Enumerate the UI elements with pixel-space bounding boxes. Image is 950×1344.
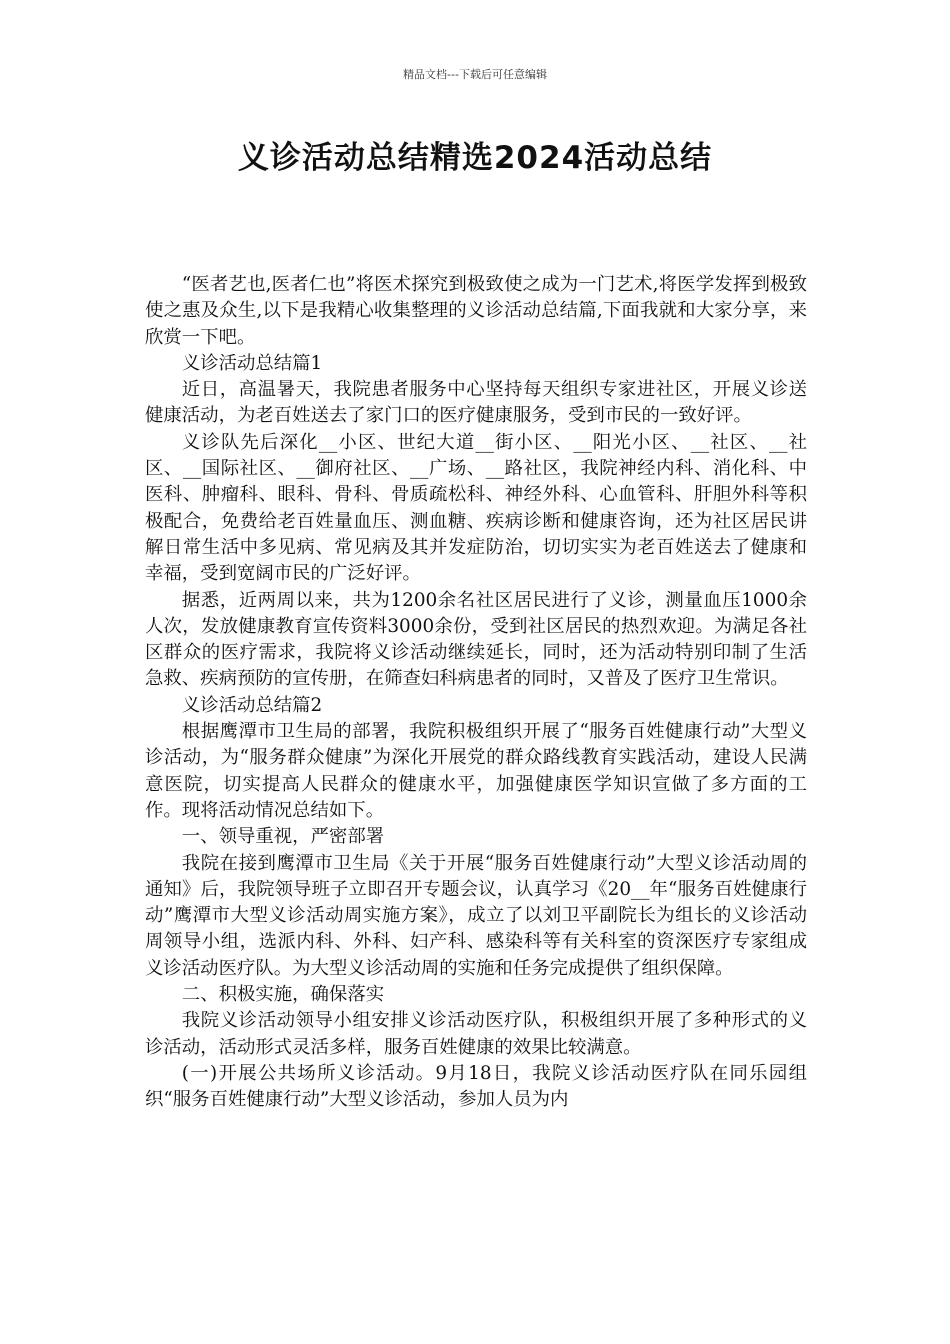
page-header: 精品文档---下载后可任意编辑: [403, 68, 547, 81]
paragraph: (一)开展公共场所义诊活动。9月18日，我院义诊活动医疗队在同乐园组织“服务百姓健康行动”大型义诊活动，参加人员为内: [145, 1062, 807, 1111]
paragraph: 我院在接到鹰潭市卫生局《关于开展“服务百姓健康行动”大型义诊活动周的通知》后，我院领导班子立即召开专题会议，认真学习《20__年“服务百姓健康行动”鹰潭市大型义诊活动周实施方案》，成立了以刘卫平副院长为组长的义诊活动周领导小组，选派内科、外科、妇产科、感染科等有关科室的资深医疗专家组成义诊活动医疗队。为大型义诊活动周的实施和任务完成提供了组织保障。: [145, 852, 807, 979]
paragraph-intro: “医者艺也,医者仁也”将医术探究到极致使之成为一门艺术,将医学发挥到极致使之惠及众生,以下是我精心收集整理的义诊活动总结篇,下面我就和大家分享，来欣赏一下吧。: [145, 274, 807, 348]
paragraph: 我院义诊活动领导小组安排义诊活动医疗队，积极组织开展了多种形式的义诊活动，活动形式灵活多样，服务百姓健康的效果比较满意。: [145, 1010, 807, 1058]
paragraph: 义诊队先后深化__小区、世纪大道__街小区、__阳光小区、__社区、__社区、__国际社区、__御府社区、__广场、__路社区，我院神经内科、消化科、中医科、肿瘤科、眼科、骨科、骨质疏松科、神经外科、心血管科、肝胆外科等积极配合，免费给老百姓量血压、测血糖、疾病诊断和健康咨询，还为社区居民讲解日常生活中多见病、常见病及其并发症防治，切切实实为老百姓送去了健康和幸福，受到宽阔市民的广泛好评。: [145, 431, 807, 585]
document-body: [145, 272, 807, 1114]
section-heading-2: 义诊活动总结篇2: [181, 694, 323, 716]
paragraph: 根据鹰潭市卫生局的部署，我院积极组织开展了“服务百姓健康行动”大型义诊活动，为“服务群众健康”为深化开展党的群众路线教育实践活动，建设人民满意医院，切实提高人民群众的健康水平，加强健康医学知识宣做了多方面的工作。现将活动情况总结如下。: [145, 721, 807, 821]
subheading-1: 一、领导重视，严密部署: [181, 826, 385, 848]
subheading-2: 二、积极实施，确保落实: [181, 984, 385, 1006]
document-title: 义诊活动总结精选2024活动总结: [237, 140, 713, 176]
section-heading-1: 义诊活动总结篇1: [181, 352, 323, 374]
paragraph: 据悉，近两周以来，共为1200余名社区居民进行了义诊，测量血压1000余人次，发放健康教育宣传资料3000余份，受到社区居民的热烈欢迎。为满足各社区群众的医疗需求，我院将义诊活动继续延长，同时，还为活动特别印制了生活急救、疾病预防的宣传册，在筛查妇科病患者的同时，又普及了医疗卫生常识。: [145, 589, 807, 690]
paragraph: 近日，高温暑天，我院患者服务中心坚持每天组织专家进社区，开展义诊送健康活动，为老百姓送去了家门口的医疗健康服务，受到市民的一致好评。: [145, 379, 807, 427]
